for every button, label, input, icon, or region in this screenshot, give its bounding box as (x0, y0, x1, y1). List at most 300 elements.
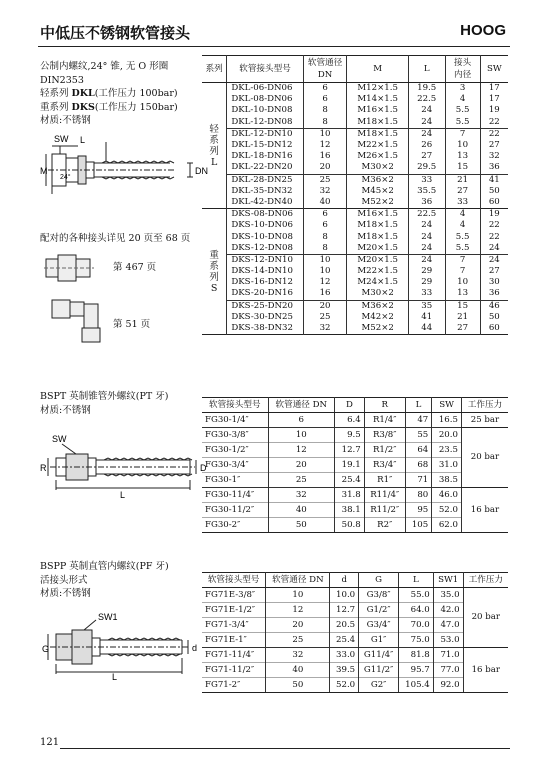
cell-dn: 50 (266, 678, 330, 693)
light-series-line (40, 87, 205, 101)
page-title: 中低压不锈钢软管接头 (40, 24, 191, 42)
cell-l: 19.5 (408, 83, 445, 95)
cell-l: 75.0 (399, 633, 434, 648)
cell-sw: 38.5 (432, 473, 462, 488)
cell-l: 24 (408, 243, 445, 255)
table-row (202, 648, 508, 663)
cell-m: M12×1.5 (347, 83, 408, 95)
cell-bore: 13 (445, 288, 480, 300)
pressure-cell: 25 bar (461, 413, 508, 428)
cell-dn: 32 (303, 323, 347, 335)
ref-page-467: 第 467 页 (113, 262, 157, 273)
cell-model: DKL-10-DN08 (227, 105, 303, 116)
cell-model: FG30-11/2″ (202, 503, 268, 518)
cell-l: 24 (408, 128, 445, 140)
cell-model: DKL-15-DN12 (227, 140, 303, 151)
cell-dn: 50 (268, 518, 335, 533)
table-row (202, 323, 508, 335)
light-series-prefix: 轻系列 (40, 88, 72, 99)
cell-sw: 35.0 (433, 588, 463, 603)
light-series-label: 轻 系 列 L (209, 123, 219, 168)
cell-dn: 25 (303, 312, 347, 323)
ref-page-51: 第 51 页 (113, 319, 151, 330)
fg71-header-g: G (359, 573, 399, 588)
sec1-desc-line: 公制内螺纹,24° 锥, 无 O 形圈 (40, 61, 169, 72)
cell-l: 64.0 (399, 603, 434, 618)
cell-model: FG71E-3/8″ (202, 588, 266, 603)
cell-sw: 30 (480, 277, 508, 288)
table-row (202, 243, 508, 255)
cell-l: 71 (405, 473, 432, 488)
page-number: 121 (40, 737, 60, 748)
sec2-title: BSPT 英制锥管外螺纹(PT 牙) (40, 391, 169, 402)
cell-model: FG71E-1/2″ (202, 603, 266, 618)
cell-l: 105.4 (399, 678, 434, 693)
fig3-d-label: d (192, 643, 198, 653)
cell-dn: 40 (266, 663, 330, 678)
fg30-header-sw: SW (432, 398, 462, 413)
cell-model: DKL-35-DN32 (227, 186, 303, 197)
cell-bore: 33 (445, 197, 480, 209)
col-header-l: L (408, 56, 445, 83)
cell-dn: 8 (303, 243, 347, 255)
fg30-header-d: D (335, 398, 365, 413)
cell-dia: 10.0 (330, 588, 359, 603)
cell-sw: 17 (480, 83, 508, 95)
cell-l: 105 (405, 518, 432, 533)
cell-bore: 5.5 (445, 117, 480, 129)
heavy-series-label: 重 系 列 S (209, 249, 219, 294)
table-row (202, 266, 508, 277)
cell-sw: 62.0 (432, 518, 462, 533)
cell-sw: 46.0 (432, 488, 462, 503)
cell-model: DKS-12-DN08 (227, 243, 303, 255)
col-header-model: 软管接头型号 (227, 56, 303, 83)
cell-m: M16×1.5 (347, 209, 408, 221)
fg71-header-dn: 软管通径 DN (266, 573, 330, 588)
cell-thread: G2″ (359, 678, 399, 693)
cell-sw: 52.0 (432, 503, 462, 518)
cell-dn: 25 (266, 633, 330, 648)
table-row (202, 254, 508, 266)
cell-m: M30×2 (347, 162, 408, 174)
cell-model: DKL-08-DN06 (227, 94, 303, 105)
cell-sw: 24 (480, 243, 508, 255)
bspt-spec-table (202, 397, 508, 533)
cell-m: M18×1.5 (347, 117, 408, 129)
cell-dia: 31.8 (335, 488, 365, 503)
fg30-header-pressure: 工作压力 (461, 398, 508, 413)
cell-model: FG71-3/4″ (202, 618, 266, 633)
cell-l: 22.5 (408, 94, 445, 105)
cell-l: 44 (408, 323, 445, 335)
pressure-cell: 20 bar (463, 588, 508, 648)
cell-dn: 6 (303, 220, 347, 231)
cell-sw: 77.0 (433, 663, 463, 678)
cell-dia: 6.4 (335, 413, 365, 428)
cell-dn: 25 (303, 174, 347, 186)
table-row (202, 83, 508, 95)
cell-sw: 24 (480, 254, 508, 266)
table-row (202, 633, 508, 648)
cell-bore: 10 (445, 140, 480, 151)
bspp-spec-table (202, 572, 508, 693)
sec1-description (40, 60, 205, 128)
cell-m: M18×1.5 (347, 128, 408, 140)
fig3-l-label: L (112, 672, 118, 682)
cell-sw: 53.0 (433, 633, 463, 648)
cell-bore: 7 (445, 266, 480, 277)
cell-l: 35 (408, 300, 445, 312)
cell-l: 35.5 (408, 186, 445, 197)
table-row (202, 300, 508, 312)
cell-dia: 50.8 (335, 518, 365, 533)
fg71-header-pressure: 工作压力 (463, 573, 508, 588)
table-row (202, 162, 508, 174)
cell-m: M52×2 (347, 197, 408, 209)
cell-thread: R1/2″ (364, 443, 405, 458)
cell-bore: 15 (445, 162, 480, 174)
cell-thread: R2″ (364, 518, 405, 533)
cell-dia: 52.0 (330, 678, 359, 693)
cell-sw: 22 (480, 231, 508, 242)
table-row (202, 197, 508, 209)
cell-sw: 46 (480, 300, 508, 312)
cell-sw: 22 (480, 220, 508, 231)
cell-model: DKS-25-DN20 (227, 300, 303, 312)
cell-model: FG71-11/2″ (202, 663, 266, 678)
table-row (202, 209, 508, 221)
cell-m: M16×1.5 (347, 105, 408, 116)
fg71-header-model: 软管接头型号 (202, 573, 266, 588)
heavy-series-prefix: 重系列 (40, 101, 72, 113)
sec2-material: 材质:不锈钢 (40, 404, 91, 416)
cell-dia: 25.4 (335, 473, 365, 488)
sec3-subtitle: 活接头形式 (40, 574, 88, 586)
pressure-cell: 20 bar (461, 428, 508, 488)
cell-model: DKL-18-DN16 (227, 151, 303, 162)
cell-dn: 8 (303, 231, 347, 242)
fg30-header-r: R (364, 398, 405, 413)
sec1-material: 材质:不锈钢 (40, 115, 91, 126)
fig2-r-label: R (40, 463, 47, 473)
cell-dn: 40 (303, 197, 347, 209)
table-row (202, 128, 508, 140)
cell-thread: R11/2″ (364, 503, 405, 518)
cell-thread: R3/8″ (364, 428, 405, 443)
cell-m: M52×2 (347, 323, 408, 335)
cell-sw: 41 (480, 174, 508, 186)
cell-dn: 8 (303, 105, 347, 116)
cell-l: 95.7 (399, 663, 434, 678)
cell-sw: 17 (480, 94, 508, 105)
cell-model: DKS-10-DN06 (227, 220, 303, 231)
cell-model: FG30-11/4″ (202, 488, 268, 503)
cell-sw: 23.5 (432, 443, 462, 458)
cell-model: DKS-20-DN16 (227, 288, 303, 300)
cell-dia: 12.7 (330, 603, 359, 618)
cell-l: 26 (408, 140, 445, 151)
table-row (202, 105, 508, 116)
cell-l: 29 (408, 277, 445, 288)
cell-sw: 92.0 (433, 678, 463, 693)
cell-l: 24 (408, 117, 445, 129)
cell-thread: G1/2″ (359, 603, 399, 618)
fig1-angle-label: 24° (60, 174, 71, 181)
cell-l: 80 (405, 488, 432, 503)
col-header-sw: SW (480, 56, 508, 83)
cell-m: M20×1.5 (347, 243, 408, 255)
table-row (202, 413, 508, 428)
cell-l: 81.8 (399, 648, 434, 663)
cell-l: 64 (405, 443, 432, 458)
cell-dn: 16 (303, 151, 347, 162)
bspt-fitting-drawing (40, 430, 205, 500)
cell-model: DKS-16-DN12 (227, 277, 303, 288)
cell-model: FG30-3/8″ (202, 428, 268, 443)
fg30-header-dn: 软管通径 DN (268, 398, 335, 413)
cell-model: FG30-1/2″ (202, 443, 268, 458)
straight-adapter-icon (44, 253, 94, 283)
table-row (202, 277, 508, 288)
sec3-title: BSPP 英制直管内螺纹(PF 牙) (40, 561, 169, 572)
cell-bore: 5.5 (445, 105, 480, 116)
cell-dn: 20 (266, 618, 330, 633)
cell-dn: 32 (303, 186, 347, 197)
cell-l: 29.5 (408, 162, 445, 174)
cell-dn: 6 (303, 94, 347, 105)
footer-rule (60, 748, 510, 749)
table-row (202, 288, 508, 300)
cell-m: M18×1.5 (347, 220, 408, 231)
sec3-material: 材质:不锈钢 (40, 588, 91, 599)
table-row (202, 151, 508, 162)
cell-bore: 7 (445, 128, 480, 140)
table-row (202, 663, 508, 678)
col-header-series: 系列 (202, 56, 227, 83)
table-row (202, 312, 508, 323)
col-header-bore: 接头 内径 (445, 56, 480, 83)
elbow-adapter-icon (50, 294, 102, 346)
cell-m: M14×1.5 (347, 94, 408, 105)
cell-bore: 15 (445, 300, 480, 312)
cell-m: M22×1.5 (347, 140, 408, 151)
cell-dia: 33.0 (330, 648, 359, 663)
cell-bore: 7 (445, 254, 480, 266)
cell-sw: 27 (480, 140, 508, 151)
bspp-fitting-drawing (42, 608, 207, 680)
cell-m: M36×2 (347, 300, 408, 312)
cell-dn: 32 (268, 488, 335, 503)
cell-sw: 22 (480, 117, 508, 129)
cell-l: 24 (408, 220, 445, 231)
fg71-header-sw1: SW1 (433, 573, 463, 588)
cell-m: M20×1.5 (347, 254, 408, 266)
cell-bore: 5.5 (445, 243, 480, 255)
cell-model: DKS-10-DN08 (227, 231, 303, 242)
cell-bore: 4 (445, 209, 480, 221)
sec3-description (40, 560, 205, 601)
cell-model: FG30-1″ (202, 473, 268, 488)
cell-dn: 20 (268, 458, 335, 473)
cell-l: 29 (408, 266, 445, 277)
cell-sw: 19 (480, 209, 508, 221)
cell-sw: 31.0 (432, 458, 462, 473)
cell-sw: 47.0 (433, 618, 463, 633)
cell-dia: 19.1 (335, 458, 365, 473)
cell-bore: 21 (445, 312, 480, 323)
light-series-pressure: (工作压力 100bar) (94, 88, 178, 99)
cell-model: DKS-38-DN32 (227, 323, 303, 335)
cell-dn: 10 (303, 254, 347, 266)
cell-l: 36 (408, 197, 445, 209)
cell-m: M42×2 (347, 312, 408, 323)
heavy-series-line (40, 101, 205, 115)
cell-dia: 12.7 (335, 443, 365, 458)
cell-dn: 12 (266, 603, 330, 618)
cell-model: FG71-2″ (202, 678, 266, 693)
cell-dn: 10 (303, 266, 347, 277)
cell-thread: G3/4″ (359, 618, 399, 633)
cell-model: DKL-06-DN06 (227, 83, 303, 95)
table-row (202, 231, 508, 242)
fg71-header-d: d (330, 573, 359, 588)
cell-sw: 36 (480, 162, 508, 174)
cell-model: DKL-12-DN10 (227, 128, 303, 140)
cell-dn: 20 (303, 162, 347, 174)
cell-dn: 20 (303, 300, 347, 312)
cell-bore: 4 (445, 94, 480, 105)
cell-dia: 25.4 (330, 633, 359, 648)
fig2-d-label: D (200, 463, 207, 473)
cell-thread: R1/4″ (364, 413, 405, 428)
cell-sw: 16.5 (432, 413, 462, 428)
cell-model: FG30-3/4″ (202, 458, 268, 473)
header-rule (38, 46, 510, 47)
table-row (202, 618, 508, 633)
cell-dia: 20.5 (330, 618, 359, 633)
cell-m: M18×1.5 (347, 231, 408, 242)
heavy-series-pressure: (工作压力 150bar) (94, 101, 178, 113)
cell-bore: 27 (445, 186, 480, 197)
dkl-fitting-drawing (40, 134, 210, 202)
table-row (202, 428, 508, 443)
cell-dn: 10 (268, 428, 335, 443)
fig3-sw1-label: SW1 (98, 612, 118, 622)
fig2-l-label: L (120, 490, 126, 500)
cell-sw: 20.0 (432, 428, 462, 443)
cell-bore: 4 (445, 220, 480, 231)
fig1-sw-label: SW (54, 134, 69, 144)
cell-model: DKS-14-DN10 (227, 266, 303, 277)
cell-l: 24 (408, 105, 445, 116)
cell-thread: G1″ (359, 633, 399, 648)
cell-thread: R11/4″ (364, 488, 405, 503)
cell-model: DKS-08-DN06 (227, 209, 303, 221)
cell-dn: 12 (303, 140, 347, 151)
fg30-header-model: 软管接头型号 (202, 398, 268, 413)
cell-dn: 12 (303, 277, 347, 288)
table-row (202, 603, 508, 618)
cell-m: M22×1.5 (347, 266, 408, 277)
cell-bore: 10 (445, 277, 480, 288)
fig1-l-label: L (80, 135, 86, 145)
cell-l: 24 (408, 254, 445, 266)
cell-model: DKS-30-DN25 (227, 312, 303, 323)
cell-model: FG30-2″ (202, 518, 268, 533)
table-row (202, 220, 508, 231)
cell-m: M30×2 (347, 288, 408, 300)
cell-m: M36×2 (347, 174, 408, 186)
cell-dn: 6 (303, 209, 347, 221)
cell-thread: G11/2″ (359, 663, 399, 678)
cell-l: 70.0 (399, 618, 434, 633)
col-header-dn: 软管通径 DN (303, 56, 347, 83)
cell-dn: 6 (303, 83, 347, 95)
cell-l: 22.5 (408, 209, 445, 221)
cell-m: M26×1.5 (347, 151, 408, 162)
cell-l: 47 (405, 413, 432, 428)
cell-l: 24 (408, 231, 445, 242)
fig1-dn-label: DN (195, 166, 208, 176)
cell-dia: 39.5 (330, 663, 359, 678)
fig1-m-label: M (40, 166, 48, 176)
dk-spec-table (202, 55, 508, 335)
cell-m: M24×1.5 (347, 277, 408, 288)
cell-model: FG71E-1″ (202, 633, 266, 648)
cell-sw: 19 (480, 105, 508, 116)
cell-l: 55 (405, 428, 432, 443)
cell-sw: 22 (480, 128, 508, 140)
cell-bore: 3 (445, 83, 480, 95)
cell-sw: 71.0 (433, 648, 463, 663)
cell-dn: 25 (268, 473, 335, 488)
cell-model: FG30-1/4″ (202, 413, 268, 428)
cell-thread: G11/4″ (359, 648, 399, 663)
cell-dn: 6 (268, 413, 335, 428)
cell-l: 27 (408, 151, 445, 162)
cell-dia: 38.1 (335, 503, 365, 518)
cell-bore: 13 (445, 151, 480, 162)
cell-thread: R3/4″ (364, 458, 405, 473)
cell-sw: 50 (480, 186, 508, 197)
fig3-g-label: G (42, 644, 50, 654)
table-row (202, 678, 508, 693)
cell-dn: 8 (303, 117, 347, 129)
table-row (202, 117, 508, 129)
cell-m: M45×2 (347, 186, 408, 197)
cell-dn: 10 (303, 128, 347, 140)
cell-dn: 12 (268, 443, 335, 458)
fig2-sw-label: SW (52, 434, 67, 444)
light-series-code: DKL (71, 88, 95, 99)
fg30-header-l: L (405, 398, 432, 413)
cell-dia: 9.5 (335, 428, 365, 443)
brand-name: HOOG (460, 22, 506, 39)
table-row (202, 186, 508, 197)
pressure-cell: 16 bar (463, 648, 508, 693)
cell-l: 55.0 (399, 588, 434, 603)
cell-bore: 5.5 (445, 231, 480, 242)
mating-fittings-note: 配对的各种接头详见 20 页至 68 页 (40, 233, 191, 244)
cell-model: DKL-42-DN40 (227, 197, 303, 209)
cell-sw: 60 (480, 323, 508, 335)
cell-model: DKL-22-DN20 (227, 162, 303, 174)
cell-dn: 16 (303, 288, 347, 300)
pressure-cell: 16 bar (461, 488, 508, 533)
cell-dn: 40 (268, 503, 335, 518)
cell-thread: G3/8″ (359, 588, 399, 603)
